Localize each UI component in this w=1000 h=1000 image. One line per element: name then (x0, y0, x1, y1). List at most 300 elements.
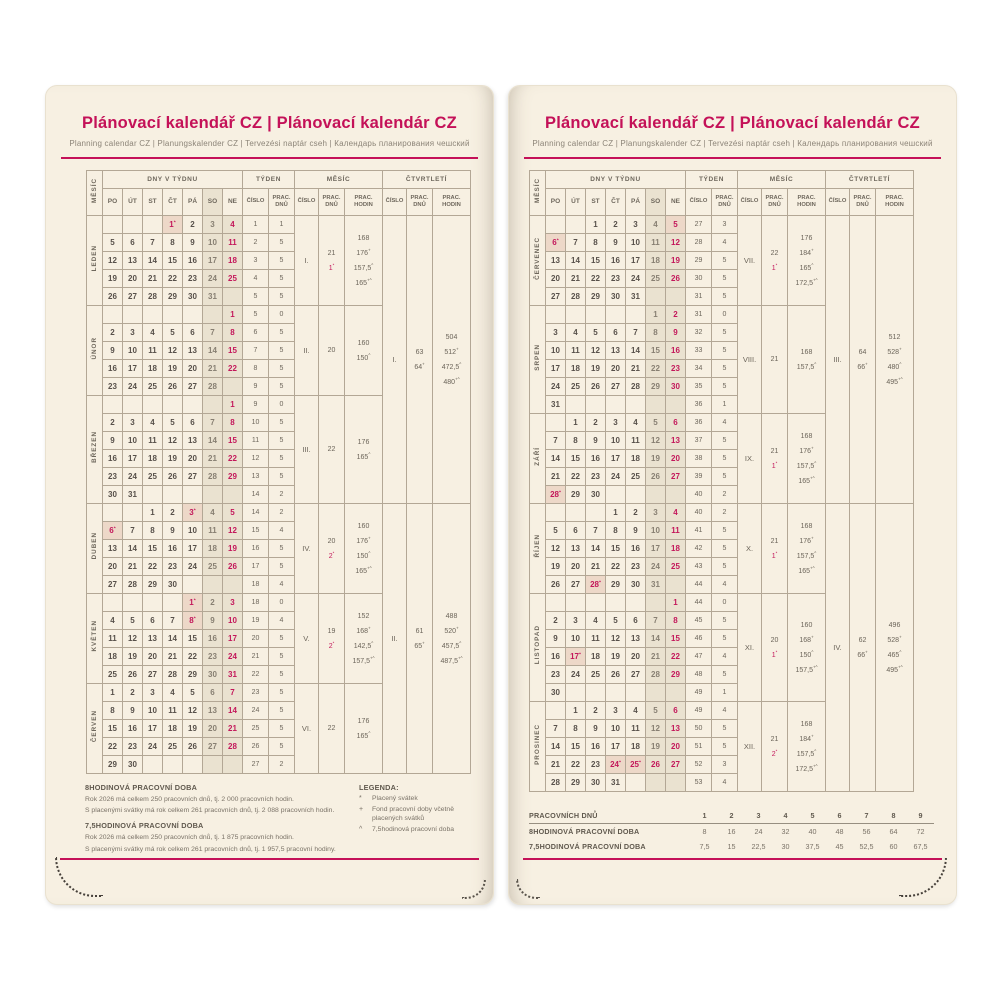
day-cell: 3 (626, 216, 646, 234)
day-cell (223, 288, 243, 306)
month-workdays: 21 (762, 306, 788, 414)
day-cell (586, 594, 606, 612)
note-75h-line1: Rok 2026 má celkem 250 pracovních dnů, tj. 1 875 pracovních hodin. (85, 833, 294, 841)
page-header-left (46, 86, 493, 159)
day-cell (626, 684, 646, 702)
day-cell: 8 (143, 522, 163, 540)
day-cell: 8 (163, 234, 183, 252)
day-cell: 2 (586, 414, 606, 432)
day-cell: 12 (586, 342, 606, 360)
day-cell (646, 288, 666, 306)
day-cell: 1 (666, 594, 686, 612)
day-cell: 21 (646, 648, 666, 666)
day-cell: 10 (626, 234, 646, 252)
day-cell: 26 (646, 756, 666, 774)
week-number: 23 (243, 684, 269, 702)
month-name: ŘÍJEN (530, 504, 546, 594)
working-days-hours-table (529, 808, 934, 854)
day-cell (566, 684, 586, 702)
week-workdays: 5 (712, 378, 738, 396)
month-hours: 176 165^ (345, 396, 383, 504)
page-title: Plánovací kalendář CZ | Plánovací kalendár CZ (545, 114, 920, 132)
day-cell: 5 (546, 522, 566, 540)
day-cell: 25 (566, 378, 586, 396)
day-cell (606, 396, 626, 414)
week-workdays: 3 (712, 756, 738, 774)
day-header-pá: PÁ (626, 189, 646, 216)
day-cell: 3 (566, 612, 586, 630)
month-roman: IV. (295, 504, 319, 594)
days-group-header: DNY V TÝDNU (103, 171, 243, 189)
day-cell: 2 (183, 216, 203, 234)
sub-header: PRAC. DNŮ (319, 189, 345, 216)
quarter-roman: I. (383, 216, 407, 504)
day-cell: 5 (123, 612, 143, 630)
week-number: 12 (243, 450, 269, 468)
day-cell: 19 (163, 360, 183, 378)
day-cell: 6 (183, 414, 203, 432)
day-cell: 6 (626, 612, 646, 630)
day-cell: 23 (586, 468, 606, 486)
sub-header: PRAC. DNŮ (712, 189, 738, 216)
day-cell (546, 216, 566, 234)
day-cell: 3 (123, 414, 143, 432)
header-rule (61, 157, 478, 159)
day-cell: 5 (103, 234, 123, 252)
day-cell: 31 (606, 774, 626, 792)
page-subtitle: Planning calendar CZ | Planungskalender CZ | Tervezési naptár cseh | Календарь планирования чешский (69, 139, 470, 148)
day-cell (183, 396, 203, 414)
day-cell: 22 (143, 558, 163, 576)
day-cell: 20 (626, 648, 646, 666)
day-cell: 2 (203, 594, 223, 612)
day-cell: 9 (546, 630, 566, 648)
day-cell: 10 (183, 522, 203, 540)
day-cell: 30 (203, 666, 223, 684)
month-column-header: MĚSÍC (87, 171, 103, 216)
day-cell (163, 396, 183, 414)
week-workdays: 5 (269, 666, 295, 684)
quarter-workdays: 62 66+ (850, 504, 876, 792)
day-cell: 1 (606, 504, 626, 522)
day-cell: 18 (143, 360, 163, 378)
week-workdays: 4 (269, 612, 295, 630)
day-cell: 3 (546, 324, 566, 342)
day-cell: 13 (103, 540, 123, 558)
day-cell: 14 (123, 540, 143, 558)
month-name: ÚNOR (87, 306, 103, 396)
day-cell: 10 (566, 630, 586, 648)
day-cell: 26 (546, 576, 566, 594)
quarter-workdays: 64 66+ (850, 216, 876, 504)
day-header-po: PO (546, 189, 566, 216)
month-name: SRPEN (530, 306, 546, 414)
month-roman: X. (738, 504, 762, 594)
day-cell: 16 (666, 342, 686, 360)
day-cell: 2 (606, 216, 626, 234)
day-cell: 30 (586, 486, 606, 504)
week-workdays: 4 (712, 234, 738, 252)
work-time-notes (85, 783, 336, 854)
week-workdays: 4 (712, 702, 738, 720)
day-cell: 8 (223, 324, 243, 342)
day-cell: 6 (566, 522, 586, 540)
month-name: BŘEZEN (87, 396, 103, 504)
day-cell: 14 (646, 630, 666, 648)
week-workdays: 4 (712, 648, 738, 666)
day-cell: 12 (103, 252, 123, 270)
day-cell: 10 (203, 234, 223, 252)
week-number: 19 (243, 612, 269, 630)
day-cell: 8 (223, 414, 243, 432)
day-cell: 22 (566, 468, 586, 486)
month-hours: 160 176+ 150^ 165+^ (345, 504, 383, 594)
day-cell: 14 (566, 252, 586, 270)
week-workdays: 5 (269, 540, 295, 558)
day-cell: 17 (203, 252, 223, 270)
day-cell: 10 (606, 432, 626, 450)
quarter-hours: 504 512+ 472,5^ 480+^ (433, 216, 471, 504)
sub-header: ČÍSLO (738, 189, 762, 216)
hours-8h-value: 24 (754, 827, 763, 836)
day-cell: 13 (546, 252, 566, 270)
day-cell: 2 (546, 612, 566, 630)
day-cell: 19 (606, 648, 626, 666)
day-cell: 24 (123, 378, 143, 396)
month-workdays: 21 1* (762, 414, 788, 504)
month-roman: VIII. (738, 306, 762, 414)
week-workdays: 1 (269, 216, 295, 234)
day-cell: 19 (646, 450, 666, 468)
week-number: 49 (686, 702, 712, 720)
day-cell: 6 (143, 612, 163, 630)
hours-75h-value: 52,5 (859, 842, 874, 851)
day-cell (123, 504, 143, 522)
day-cell: 30 (586, 774, 606, 792)
day-cell: 23 (203, 648, 223, 666)
day-header-st: ST (143, 189, 163, 216)
day-cell (626, 594, 646, 612)
day-cell (123, 216, 143, 234)
day-cell: 17 (123, 450, 143, 468)
sub-header: ČÍSLO (383, 189, 407, 216)
week-workdays: 2 (269, 756, 295, 774)
day-cell: 27 (666, 468, 686, 486)
month-workdays: 22 (319, 396, 345, 504)
day-cell: 13 (666, 720, 686, 738)
week-number: 14 (243, 504, 269, 522)
day-cell: 15 (606, 540, 626, 558)
quarter-hours: 488 520+ 457,5^ 487,5+^ (433, 504, 471, 774)
day-cell: 8 (666, 612, 686, 630)
day-cell: 22 (223, 360, 243, 378)
day-cell (123, 594, 143, 612)
day-cell: 27 (123, 288, 143, 306)
week-workdays: 5 (269, 702, 295, 720)
day-cell: 5 (606, 612, 626, 630)
legend-text: 7,5hodinová pracovní doba (372, 825, 455, 833)
page-subtitle: Planning calendar CZ | Planungskalender CZ | Tervezési naptár cseh | Календарь планирования чешский (532, 139, 933, 148)
day-cell: 21 (566, 270, 586, 288)
week-number: 8 (243, 360, 269, 378)
day-cell: 11 (163, 702, 183, 720)
day-cell: 7 (123, 522, 143, 540)
month-group-header: MĚSÍC (295, 171, 383, 189)
day-cell: 17 (646, 540, 666, 558)
day-cell: 6 (666, 414, 686, 432)
day-cell: 25 (203, 558, 223, 576)
week-workdays: 5 (712, 612, 738, 630)
day-cell: 24* (606, 756, 626, 774)
day-cell: 28* (546, 486, 566, 504)
day-header-po: PO (103, 189, 123, 216)
legend (359, 783, 477, 854)
sub-header: PRAC. DNŮ (762, 189, 788, 216)
note-75h-title: 7,5HODINOVÁ PRACOVNÍ DOBA (85, 821, 204, 831)
workdays-count: 2 (718, 808, 745, 824)
week-workdays: 5 (712, 720, 738, 738)
day-cell: 11 (646, 234, 666, 252)
day-cell: 9 (103, 432, 123, 450)
week-workdays: 5 (712, 666, 738, 684)
day-cell: 20 (103, 558, 123, 576)
sub-header: ČÍSLO (295, 189, 319, 216)
day-cell (626, 396, 646, 414)
sub-header: PRAC. HODIN (788, 189, 826, 216)
legend-item (359, 806, 477, 824)
workdays-count: 8 (880, 808, 907, 824)
day-cell: 7 (546, 720, 566, 738)
day-cell: 6 (183, 324, 203, 342)
month-roman: XI. (738, 594, 762, 702)
day-cell: 29 (586, 288, 606, 306)
day-cell (566, 216, 586, 234)
day-cell: 24 (203, 270, 223, 288)
day-cell: 12 (223, 522, 243, 540)
day-cell: 25 (143, 378, 163, 396)
day-cell: 12 (666, 234, 686, 252)
hours-75h-label: 7,5HODINOVÁ PRACOVNÍ DOBA (529, 842, 646, 851)
day-cell (223, 378, 243, 396)
day-cell: 19 (123, 648, 143, 666)
quarter-roman: II. (383, 504, 407, 774)
day-cell: 26 (223, 558, 243, 576)
day-cell: 27 (203, 738, 223, 756)
day-cell: 22 (586, 270, 606, 288)
day-cell: 26 (163, 468, 183, 486)
day-cell: 24 (626, 270, 646, 288)
month-hours: 160 150^ (345, 306, 383, 396)
week-number: 22 (243, 666, 269, 684)
day-cell: 12 (606, 630, 626, 648)
day-cell: 19 (183, 720, 203, 738)
week-workdays: 2 (269, 504, 295, 522)
day-cell: 12 (183, 702, 203, 720)
day-cell: 5 (183, 684, 203, 702)
day-cell: 31 (546, 396, 566, 414)
month-name: ČERVENEC (530, 216, 546, 306)
sub-header: PRAC. HODIN (345, 189, 383, 216)
day-cell: 5 (223, 504, 243, 522)
day-cell: 10 (606, 720, 626, 738)
month-roman: VI. (295, 684, 319, 774)
day-cell: 9 (586, 432, 606, 450)
day-cell: 24 (606, 468, 626, 486)
day-cell: 6 (203, 684, 223, 702)
day-cell (626, 306, 646, 324)
week-workdays: 4 (712, 414, 738, 432)
stitching-gutter-right (516, 879, 540, 899)
day-cell: 13 (183, 342, 203, 360)
day-cell: 25 (223, 270, 243, 288)
week-number: 28 (686, 234, 712, 252)
day-cell (103, 396, 123, 414)
day-cell: 14 (223, 702, 243, 720)
day-cell (586, 396, 606, 414)
week-workdays: 4 (712, 774, 738, 792)
day-cell (666, 576, 686, 594)
workdays-count: 5 (799, 808, 826, 824)
hours-8h-value: 8 (702, 827, 707, 836)
month-hours: 176 184+ 165^ 172,5+^ (788, 216, 826, 306)
week-number: 35 (686, 378, 712, 396)
month-workdays: 20 2* (319, 504, 345, 594)
month-hours: 152 168+ 142,5^ 157,5+^ (345, 594, 383, 684)
day-cell: 17 (606, 450, 626, 468)
day-cell: 29 (183, 666, 203, 684)
week-workdays: 5 (712, 468, 738, 486)
day-cell: 8 (566, 720, 586, 738)
legend-text: Fond pracovní doby včetně placených svátků (372, 805, 454, 822)
hours-8h-value: 56 (862, 827, 871, 836)
day-cell: 10 (223, 612, 243, 630)
day-cell: 18 (203, 540, 223, 558)
day-cell (646, 594, 666, 612)
day-cell: 6* (546, 234, 566, 252)
day-cell: 4 (566, 324, 586, 342)
note-8h-line1: Rok 2026 má celkem 250 pracovních dnů, tj. 2 000 pracovních hodin. (85, 795, 294, 803)
stitching-bottom-left (55, 857, 103, 897)
week-number: 36 (686, 414, 712, 432)
month-hours: 160 168+ 150^ 157,5+^ (788, 594, 826, 702)
day-cell: 11 (223, 234, 243, 252)
week-number: 25 (243, 720, 269, 738)
week-workdays: 5 (269, 450, 295, 468)
month-name: ZÁŘÍ (530, 414, 546, 504)
day-cell: 14 (626, 342, 646, 360)
week-number: 41 (686, 522, 712, 540)
day-cell (183, 486, 203, 504)
month-roman: V. (295, 594, 319, 684)
day-cell: 22 (666, 648, 686, 666)
day-cell: 23 (586, 756, 606, 774)
day-cell: 30 (103, 486, 123, 504)
day-cell: 6 (606, 324, 626, 342)
day-cell: 4 (586, 612, 606, 630)
day-cell (203, 576, 223, 594)
day-cell: 24 (123, 468, 143, 486)
day-cell: 17 (546, 360, 566, 378)
day-cell: 4 (666, 504, 686, 522)
day-cell: 26 (666, 270, 686, 288)
day-cell: 22 (646, 360, 666, 378)
day-cell: 18 (223, 252, 243, 270)
day-cell: 6 (123, 234, 143, 252)
workdays-count: 6 (826, 808, 853, 824)
day-cell: 21 (203, 450, 223, 468)
hours-75h-value: 22,5 (751, 842, 766, 851)
day-cell (586, 504, 606, 522)
day-cell: 3 (223, 594, 243, 612)
month-name: DUBEN (87, 504, 103, 594)
day-cell: 18 (646, 252, 666, 270)
week-number: 36 (686, 396, 712, 414)
day-cell (183, 576, 203, 594)
day-cell (606, 684, 626, 702)
day-cell: 28 (626, 378, 646, 396)
day-cell: 3 (143, 684, 163, 702)
month-workdays: 21 1* (762, 504, 788, 594)
day-cell: 20 (183, 450, 203, 468)
day-cell: 13 (203, 702, 223, 720)
day-cell: 1 (646, 306, 666, 324)
day-cell (163, 756, 183, 774)
day-cell: 16 (203, 630, 223, 648)
week-workdays: 5 (712, 630, 738, 648)
day-cell (183, 756, 203, 774)
day-cell: 7 (203, 324, 223, 342)
day-cell: 18 (566, 360, 586, 378)
day-cell: 22 (163, 270, 183, 288)
week-workdays: 5 (269, 558, 295, 576)
day-cell: 1* (163, 216, 183, 234)
month-name: PROSINEC (530, 702, 546, 792)
day-cell: 10 (123, 342, 143, 360)
day-cell: 4 (143, 324, 163, 342)
week-workdays: 5 (712, 450, 738, 468)
day-cell: 18 (143, 450, 163, 468)
day-cell: 11 (586, 630, 606, 648)
day-cell: 11 (143, 432, 163, 450)
day-cell: 3 (606, 702, 626, 720)
day-cell: 31 (626, 288, 646, 306)
legend-items (359, 795, 477, 835)
month-name: KVĚTEN (87, 594, 103, 684)
day-cell: 4 (626, 414, 646, 432)
day-cell: 31 (646, 576, 666, 594)
day-cell: 7 (143, 234, 163, 252)
week-number: 51 (686, 738, 712, 756)
day-cell: 28 (646, 666, 666, 684)
note-75h-line2: S placenými svátky má rok celkem 261 pracovních dnů, tj. 1 957,5 pracovní hodiny. (85, 845, 336, 853)
month-roman: IX. (738, 414, 762, 504)
week-workdays: 5 (712, 270, 738, 288)
day-cell (566, 306, 586, 324)
day-cell: 21 (163, 648, 183, 666)
day-cell (646, 774, 666, 792)
week-number: 6 (243, 324, 269, 342)
week-workdays: 5 (269, 378, 295, 396)
day-cell: 11 (666, 522, 686, 540)
week-number: 3 (243, 252, 269, 270)
sub-header: ČÍSLO (826, 189, 850, 216)
footer-rule-left (60, 858, 479, 860)
day-cell: 31 (203, 288, 223, 306)
hours-8h-value: 48 (835, 827, 844, 836)
day-cell (546, 702, 566, 720)
day-cell (103, 216, 123, 234)
day-cell: 2 (586, 702, 606, 720)
